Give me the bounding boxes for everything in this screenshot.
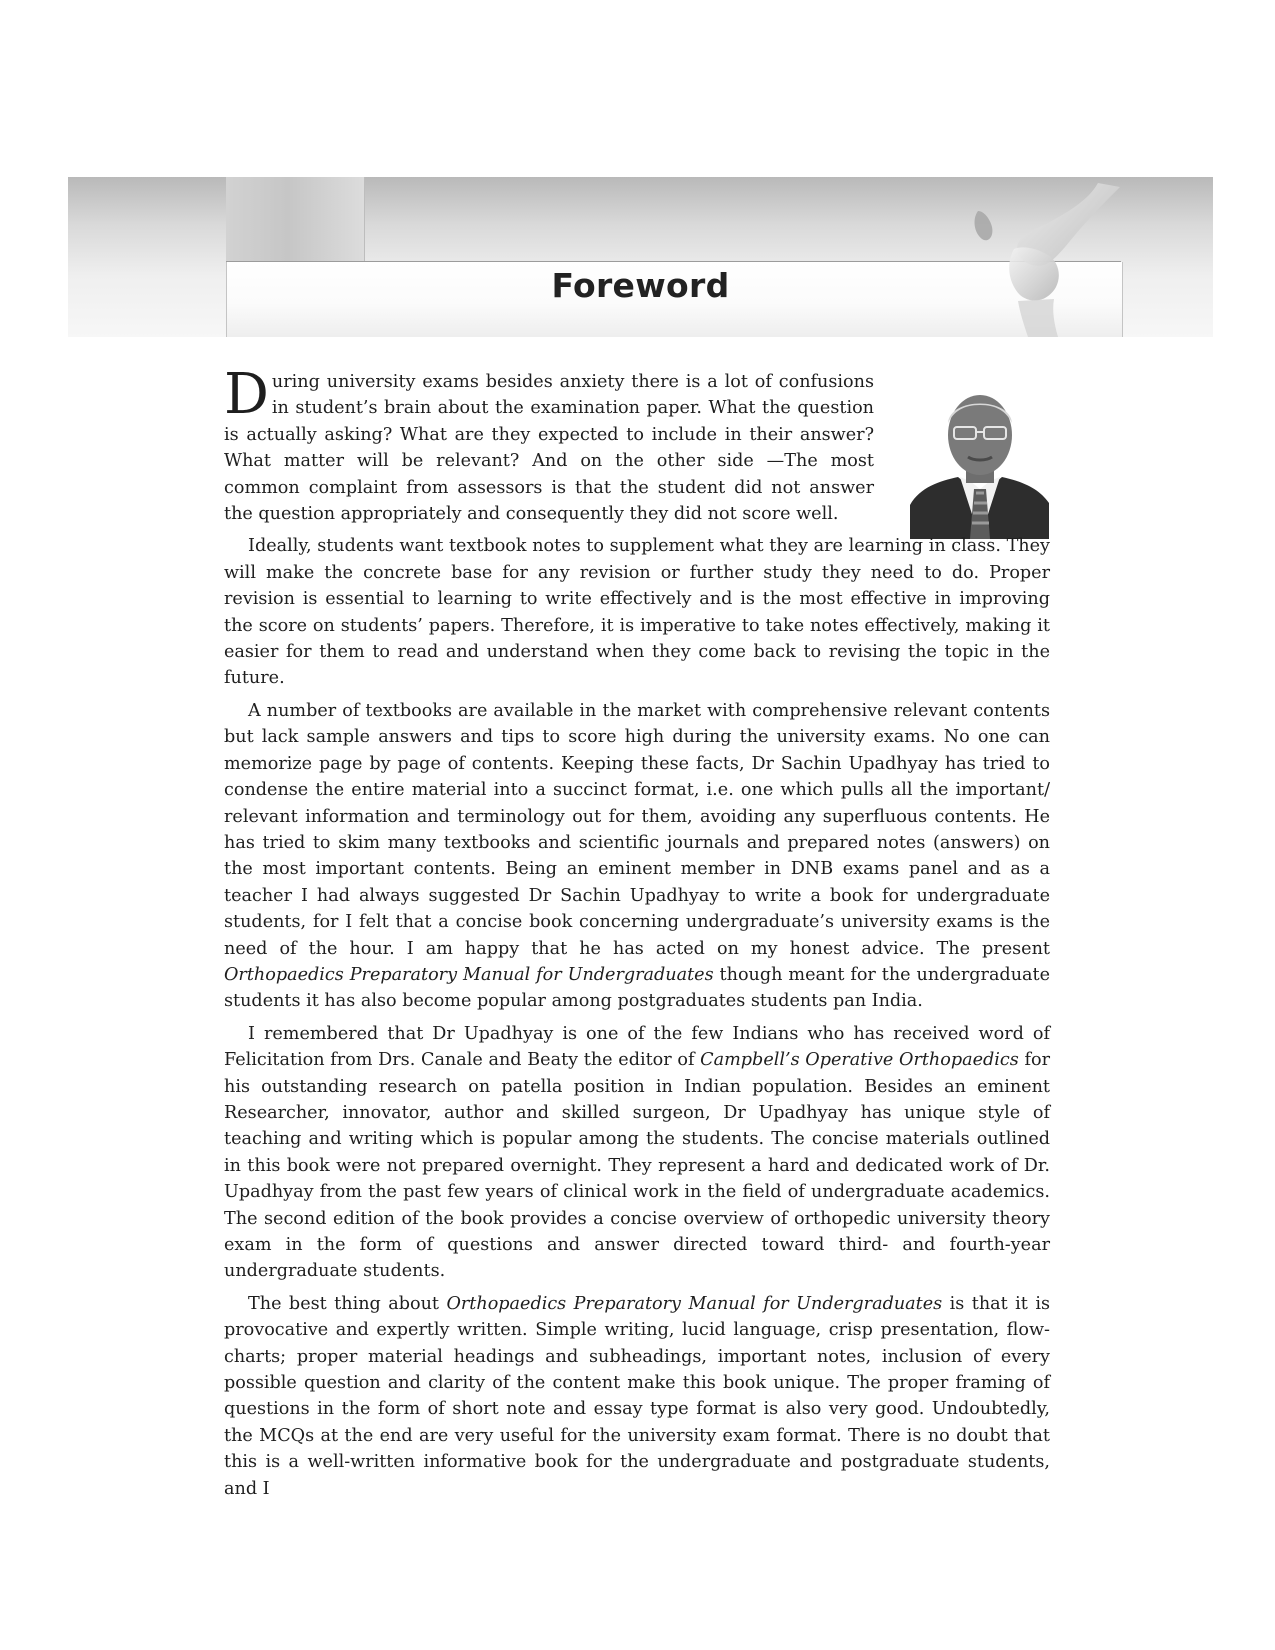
banner-tab: [226, 177, 365, 261]
chapter-header-banner: [68, 177, 1213, 337]
paragraph-4-text-cont: for his outstanding research on patella position in Indian population. Besides an eminent Researcher, innovator, author and skilled surgeon, Dr Upadhyay has unique style of teaching and writing which is popular among the students. The concise materials outlined in this book were not prepared overnight. They represent a hard and dedicated work of Dr. Upadhyay from the past few years of clinical work in the field of undergraduate academics. The second edition of the book provides a concise overview of orthopedic university theory exam in the form of questions and answer directed toward third- and fourth-year undergraduate students.: [224, 1050, 1051, 1282]
paragraph-2: Ideally, students want textbook notes to supplement what they are learning in class. They will make the concrete base for any revision or further study they need to do. Proper revision is essential to learning to write effectively and is the most effective in improving the score on students’ papers. Therefore, it is imperative to take notes effectively, making it easier for them to read and understand when they come back to revising the topic in the future.: [224, 536, 1050, 689]
paragraph-3-text: A number of textbooks are available in the market with comprehensive relevant contents but lack sample answers and tips to score high during the university exams. No one can memorize page by page of contents. Keeping these facts, Dr Sachin Upadhyay has tried to condense the entire material into a succinct format, i.e. one which pulls all the important/ relevant information and terminology out for them, avoiding any superfluous contents. He has tried to skim many textbooks and scientific journals and prepared notes (answers) on the most important contents. Being an eminent member in DNB exams panel and as a teacher I had always suggested Dr Sachin Upadhyay to write a book for undergraduate students, for I felt that a concise book concerning undergraduate’s university exams is the need of the hour. I am happy that he has acted on my honest advice. The present: [224, 700, 1050, 959]
campbell-title-italic: Campbell’s Operative Orthopaedics: [700, 1050, 1019, 1071]
paragraph-5-text: The best thing about: [248, 1293, 447, 1314]
paragraph-1: [224, 362, 1050, 527]
knee-bone-illustration: [948, 183, 1138, 337]
paragraph-4-text: I remembered that Dr Upadhyay is one of the few Indians who has received word of Felicitation from Drs. Canale and Beaty the editor of: [224, 1023, 1050, 1071]
paragraph-5: [224, 1291, 1050, 1502]
drop-cap: D: [224, 362, 269, 427]
paragraph-3-text-cont: though meant for the undergraduate students it has also become popular among postgraduates students pan India.: [224, 964, 1050, 1012]
foreword-body: [224, 362, 1051, 1508]
paragraph-4: [224, 1021, 1050, 1285]
paragraph-5-text-cont: is that it is provocative and expertly written. Simple writing, lucid language, crisp presentation, flow-charts; proper material headings and subheadings, important notes, inclusion of every possible question and clarity of the content make this book unique. The proper framing of questions in the form of short note and essay type format is also very good. Undoubtedly, the MCQs at the end are very useful for the university exam format. There is no doubt that this is a well-written informative book for the undergraduate and postgraduate students, and I: [224, 1293, 1050, 1499]
book-title-italic: Orthopaedics Preparatory Manual for Undergraduates: [224, 964, 714, 985]
paragraph-1-text: uring university exams besides anxiety there is a lot of confusions in student’s brain about the examination paper. What the question is actually asking? What are they expected to include in their answer? What matter will be relevant? And on the other side —The most common complaint from assessors is that the student did not answer the question appropriately and consequently they did not score well.: [224, 372, 874, 525]
paragraph-3: [224, 698, 1050, 1015]
page-title: Foreword: [551, 266, 730, 305]
book-title-italic-2: Orthopaedics Preparatory Manual for Undergraduates: [446, 1293, 943, 1314]
